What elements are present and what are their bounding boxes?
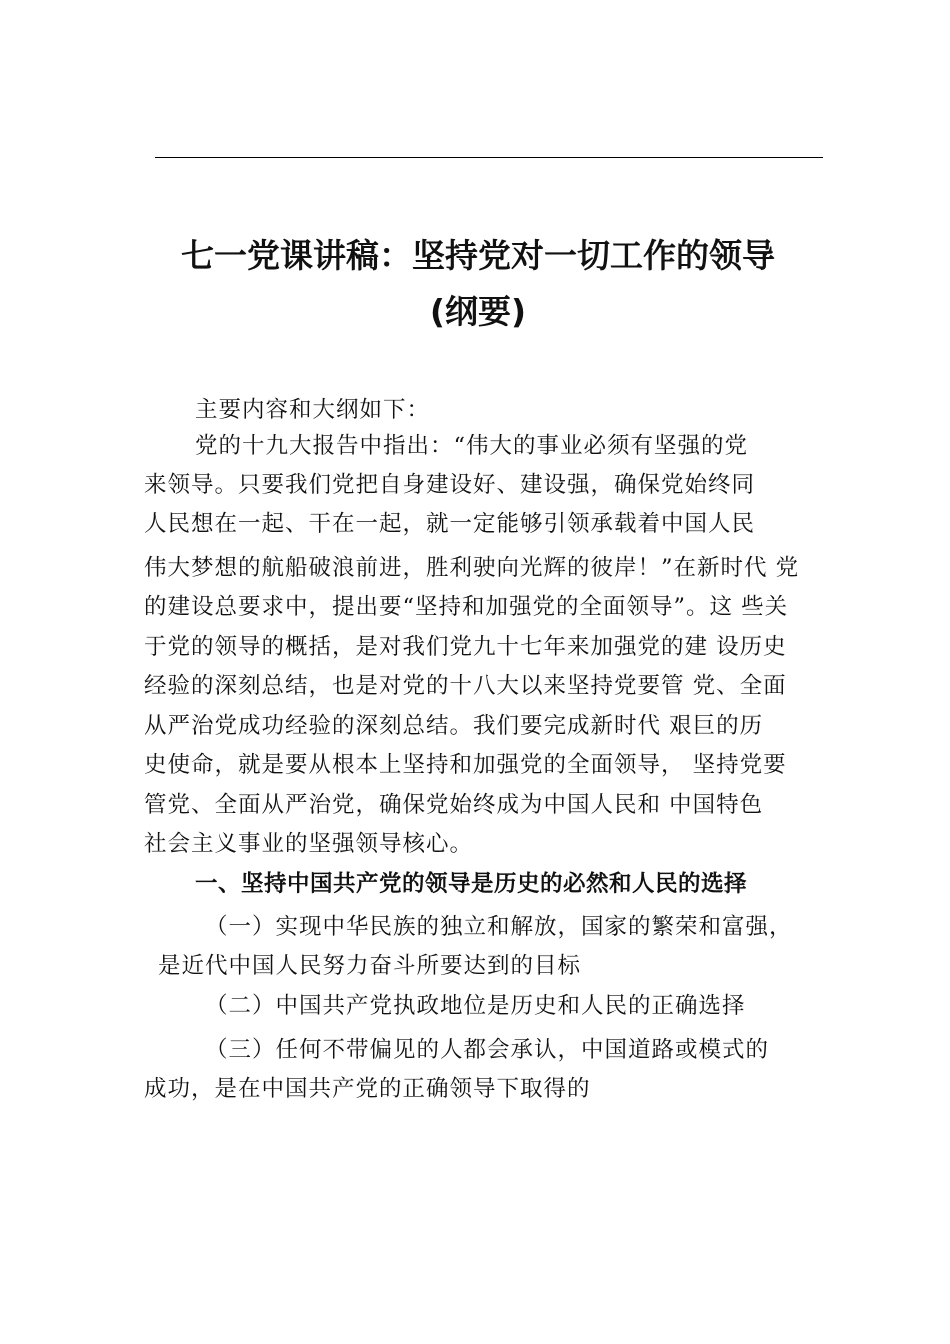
paragraph-line: 史使命，就是要从根本上坚持和加强党的全面领导， 坚持党要	[144, 752, 787, 778]
section-heading: 一、坚持中国共产党的领导是历史的必然和人民的选择	[195, 871, 748, 897]
paragraph-line: 伟大梦想的航船破浪前进，胜利驶向光辉的彼岸！”在新时代 党	[144, 555, 800, 581]
title-line-2: (纲要)	[429, 292, 527, 331]
paragraph-line: 人民想在一起、干在一起，就一定能够引领承载着中国人民	[144, 511, 756, 537]
paragraph-line: 党的十九大报告中指出：“伟大的事业必须有坚强的党	[195, 433, 749, 459]
paragraph-line: 管党、全面从严治党，确保党始终成为中国人民和 中国特色	[144, 792, 764, 818]
paragraph-line: 经验的深刻总结，也是对党的十八大以来坚持党要管 党、全面	[144, 673, 787, 699]
paragraph-line: 社会主义事业的坚强领导核心。	[144, 831, 474, 857]
title-line-1: 七一党课讲稿：坚持党对一切工作的领导	[181, 236, 775, 275]
outline-item-3: （三）任何不带偏见的人都会承认，中国道路或模式的	[205, 1037, 770, 1063]
outline-item-1: （一）实现中华民族的独立和解放，国家的繁荣和富强，	[205, 914, 793, 940]
paragraph-line: 来领导。只要我们党把自身建设好、建设强，确保党始终同	[144, 472, 756, 498]
header-rule	[155, 157, 823, 158]
document-title	[140, 228, 816, 340]
outline-item-1-continued: 是近代中国人民努力奋斗所要达到的目标	[158, 953, 582, 979]
outline-item-3-continued: 成功，是在中国共产党的正确领导下取得的	[144, 1076, 591, 1102]
paragraph-line: 的建设总要求中，提出要“坚持和加强党的全面领导”。这 些关	[144, 594, 789, 620]
paragraph-line: 从严治党成功经验的深刻总结。我们要完成新时代 艰巨的历	[144, 713, 764, 739]
intro-line: 主要内容和大纲如下：	[195, 397, 431, 423]
outline-item-2: （二）中国共产党执政地位是历史和人民的正确选择	[205, 993, 746, 1019]
paragraph-line: 于党的领导的概括，是对我们党九十七年来加强党的建 设历史	[144, 634, 787, 660]
